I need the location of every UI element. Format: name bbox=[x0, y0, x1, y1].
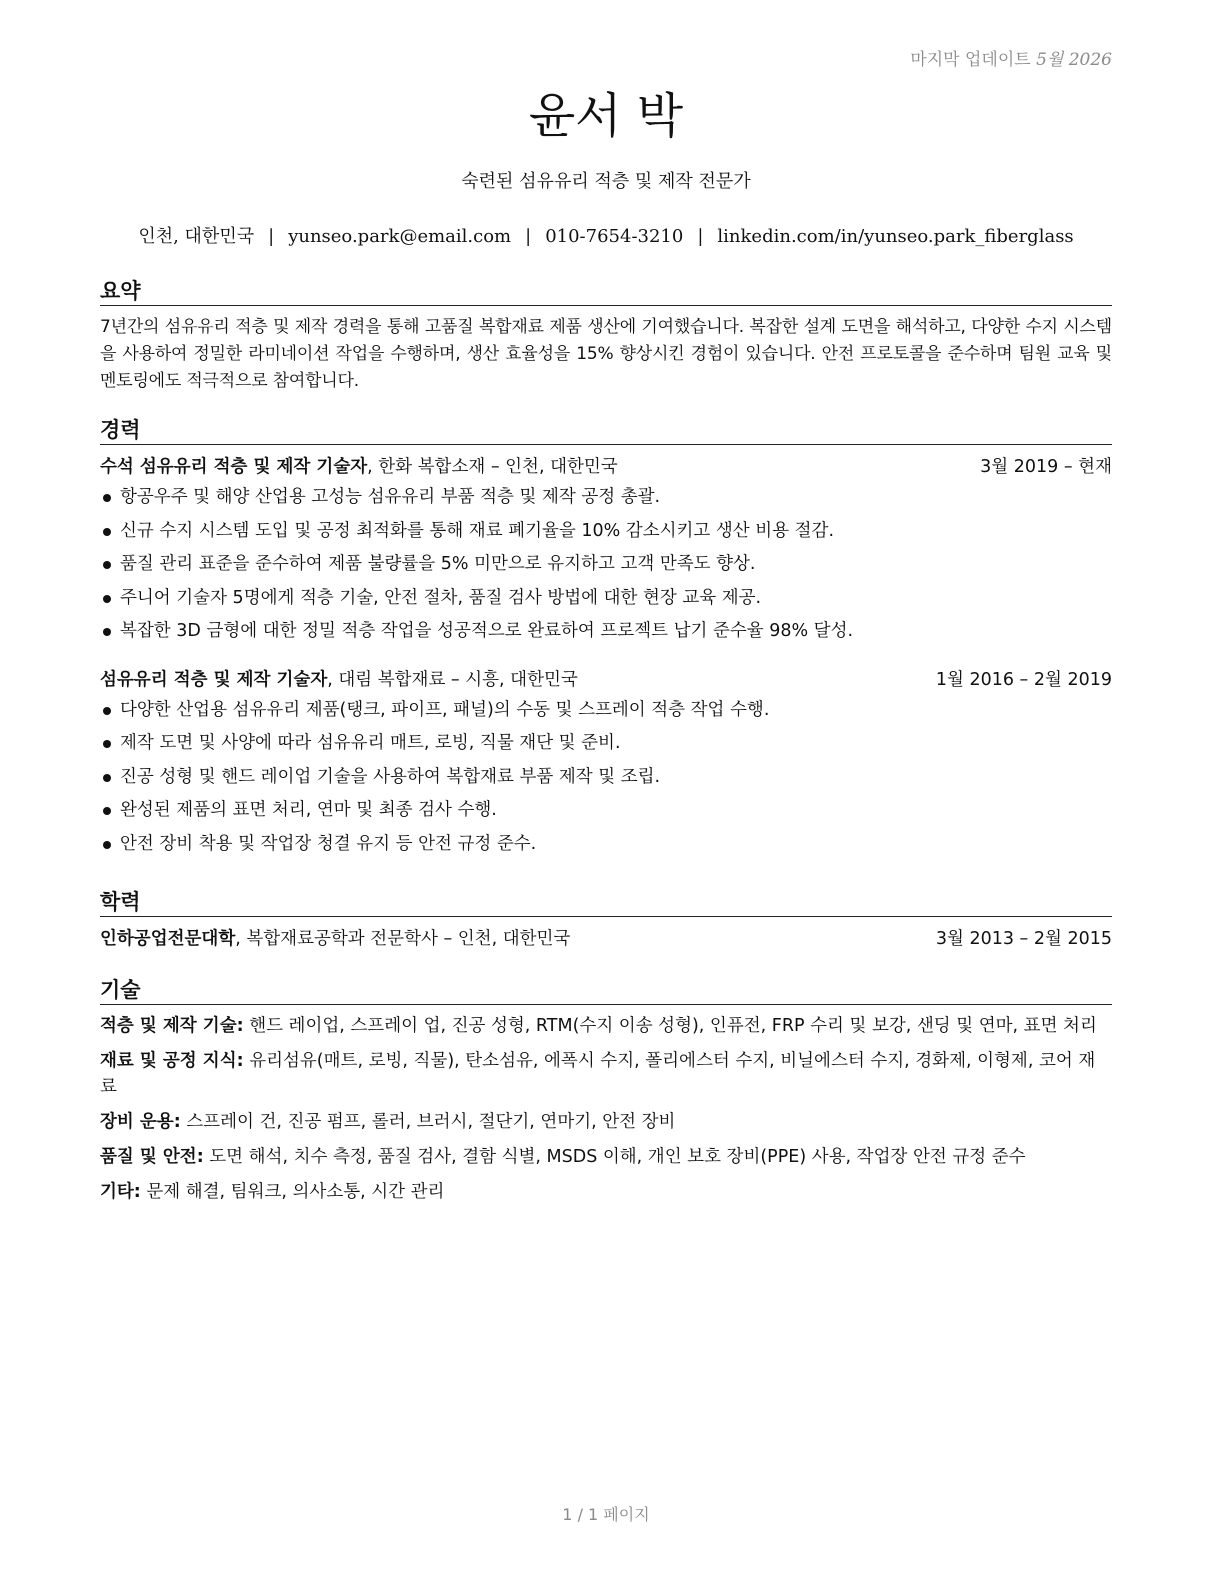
job-bullet: 품질 관리 표준을 준수하여 제품 불량률을 5% 미만으로 유지하고 고객 만족도 향상. bbox=[100, 548, 1112, 582]
skills-heading: 기술 bbox=[100, 977, 1112, 1005]
candidate-tagline: 숙련된 섬유유리 적층 및 제작 전문가 bbox=[461, 171, 751, 192]
education-section bbox=[100, 889, 1112, 953]
skill-row bbox=[100, 1109, 1112, 1135]
job-dates: 3월 2019 – 현재 bbox=[980, 457, 1112, 477]
education-school: 인하공업전문대학 bbox=[100, 929, 236, 949]
job-entry-1 bbox=[100, 453, 1112, 649]
skill-row bbox=[100, 1179, 1112, 1205]
last-updated bbox=[910, 45, 1112, 70]
job-bullet: 신규 수지 시스템 도입 및 공정 최적화를 통해 재료 폐기율을 10% 감소시키고 생산 비용 절감. bbox=[100, 515, 1112, 549]
experience-heading: 경력 bbox=[100, 417, 1112, 445]
contact-location: 인천, 대한민국 bbox=[138, 226, 255, 247]
skill-label: 장비 운용: bbox=[100, 1112, 181, 1132]
contact-line bbox=[100, 225, 1112, 249]
summary-heading: 요약 bbox=[100, 278, 1112, 306]
last-updated-month: 5월 bbox=[1036, 50, 1064, 70]
skill-label: 품질 및 안전: bbox=[100, 1147, 204, 1167]
skill-row bbox=[100, 1048, 1112, 1100]
resume-page bbox=[100, 0, 1112, 1584]
education-heading: 학력 bbox=[100, 889, 1112, 917]
contact-separator: | bbox=[525, 226, 532, 247]
job-header bbox=[100, 453, 1112, 481]
skill-text: 스프레이 건, 진공 펌프, 롤러, 브러시, 절단기, 연마기, 안전 장비 bbox=[180, 1112, 676, 1132]
skill-text: 도면 해석, 치수 측정, 품질 검사, 결함 식별, MSDS 이해, 개인 보호 장비(PPE) 사용, 작업장 안전 규정 준수 bbox=[203, 1147, 1026, 1167]
skill-label: 재료 및 공정 지식: bbox=[100, 1051, 244, 1071]
last-updated-label: 마지막 업데이트 bbox=[910, 50, 1031, 70]
job-bullet: 주니어 기술자 5명에게 적층 기술, 안전 절차, 품질 검사 방법에 대한 현장 교육 제공. bbox=[100, 582, 1112, 616]
education-dates: 3월 2013 – 2월 2015 bbox=[935, 929, 1112, 949]
job-org: , 한화 복합소재 – 인천, 대한민국 bbox=[367, 457, 618, 477]
contact-separator: | bbox=[268, 226, 275, 247]
skill-row bbox=[100, 1013, 1112, 1039]
job-bullet: 복잡한 3D 금형에 대한 정밀 적층 작업을 성공적으로 완료하여 프로젝트 납기 준수율 98% 달성. bbox=[100, 615, 1112, 649]
summary-text: 7년간의 섬유유리 적층 및 제작 경력을 통해 고품질 복합재료 제품 생산에 기여했습니다. 복잡한 설계 도면을 해석하고, 다양한 수지 시스템을 사용하여 정밀한 라미네이션 작업을 수행하며, 생산 효율성을 15% 향상시킨 경험이 있습니다. 안전 프로토콜을 준수하며 팀원 교육 및 멘토링에도 적극적으로 참여합니다. bbox=[100, 317, 1112, 391]
page-indicator: 1 / 1 페이지 bbox=[562, 1505, 650, 1524]
education-detail: , 복합재료공학과 전문학사 – 인천, 대한민국 bbox=[235, 929, 571, 949]
skill-label: 적층 및 제작 기술: bbox=[100, 1016, 244, 1036]
last-updated-year: 2026 bbox=[1068, 50, 1112, 70]
job-bullet: 완성된 제품의 표면 처리, 연마 및 최종 검사 수행. bbox=[100, 794, 1112, 828]
candidate-name: 윤서 박 bbox=[528, 88, 684, 144]
education-entry bbox=[100, 925, 1112, 953]
job-dates: 1월 2016 – 2월 2019 bbox=[935, 669, 1112, 690]
job-org: , 대림 복합재료 – 시흥, 대한민국 bbox=[327, 669, 578, 690]
job-role: 수석 섬유유리 적층 및 제작 기술자 bbox=[100, 457, 368, 477]
job-role: 섬유유리 적층 및 제작 기술자 bbox=[100, 669, 328, 690]
contact-email[interactable]: yunseo.park@email.com bbox=[288, 226, 512, 247]
job-bullet: 제작 도면 및 사양에 따라 섬유유리 매트, 로빙, 직물 재단 및 준비. bbox=[100, 727, 1112, 761]
contact-separator: | bbox=[697, 226, 704, 247]
skills-section bbox=[100, 977, 1112, 1214]
skill-text: 유리섬유(매트, 로빙, 직물), 탄소섬유, 에폭시 수지, 폴리에스터 수지, 비닐에스터 수지, 경화제, 이형제, 코어 재료 bbox=[100, 1051, 1096, 1097]
job-bullets bbox=[100, 694, 1112, 862]
skill-row bbox=[100, 1144, 1112, 1170]
job-bullet: 다양한 산업용 섬유유리 제품(탱크, 파이프, 패널)의 수동 및 스프레이 적층 작업 수행. bbox=[100, 694, 1112, 728]
skill-text: 문제 해결, 팀워크, 의사소통, 시간 관리 bbox=[140, 1182, 445, 1202]
experience-section bbox=[100, 417, 1112, 861]
job-entry-2 bbox=[100, 666, 1112, 862]
contact-phone[interactable]: 010-7654-3210 bbox=[545, 226, 684, 247]
job-bullets bbox=[100, 481, 1112, 649]
job-header bbox=[100, 666, 1112, 694]
job-bullet: 진공 성형 및 핸드 레이업 기술을 사용하여 복합재료 부품 제작 및 조립. bbox=[100, 761, 1112, 795]
summary-section bbox=[100, 278, 1112, 395]
skill-text: 핸드 레이업, 스프레이 업, 진공 성형, RTM(수지 이송 성형), 인퓨전, FRP 수리 및 보강, 샌딩 및 연마, 표면 처리 bbox=[243, 1016, 1097, 1036]
job-bullet: 안전 장비 착용 및 작업장 청결 유지 등 안전 규정 준수. bbox=[100, 828, 1112, 862]
skill-label: 기타: bbox=[100, 1182, 141, 1202]
contact-linkedin[interactable]: linkedin.com/in/yunseo.park_fiberglass bbox=[717, 226, 1074, 247]
job-bullet: 항공우주 및 해양 산업용 고성능 섬유유리 부품 적층 및 제작 공정 총괄. bbox=[100, 481, 1112, 515]
